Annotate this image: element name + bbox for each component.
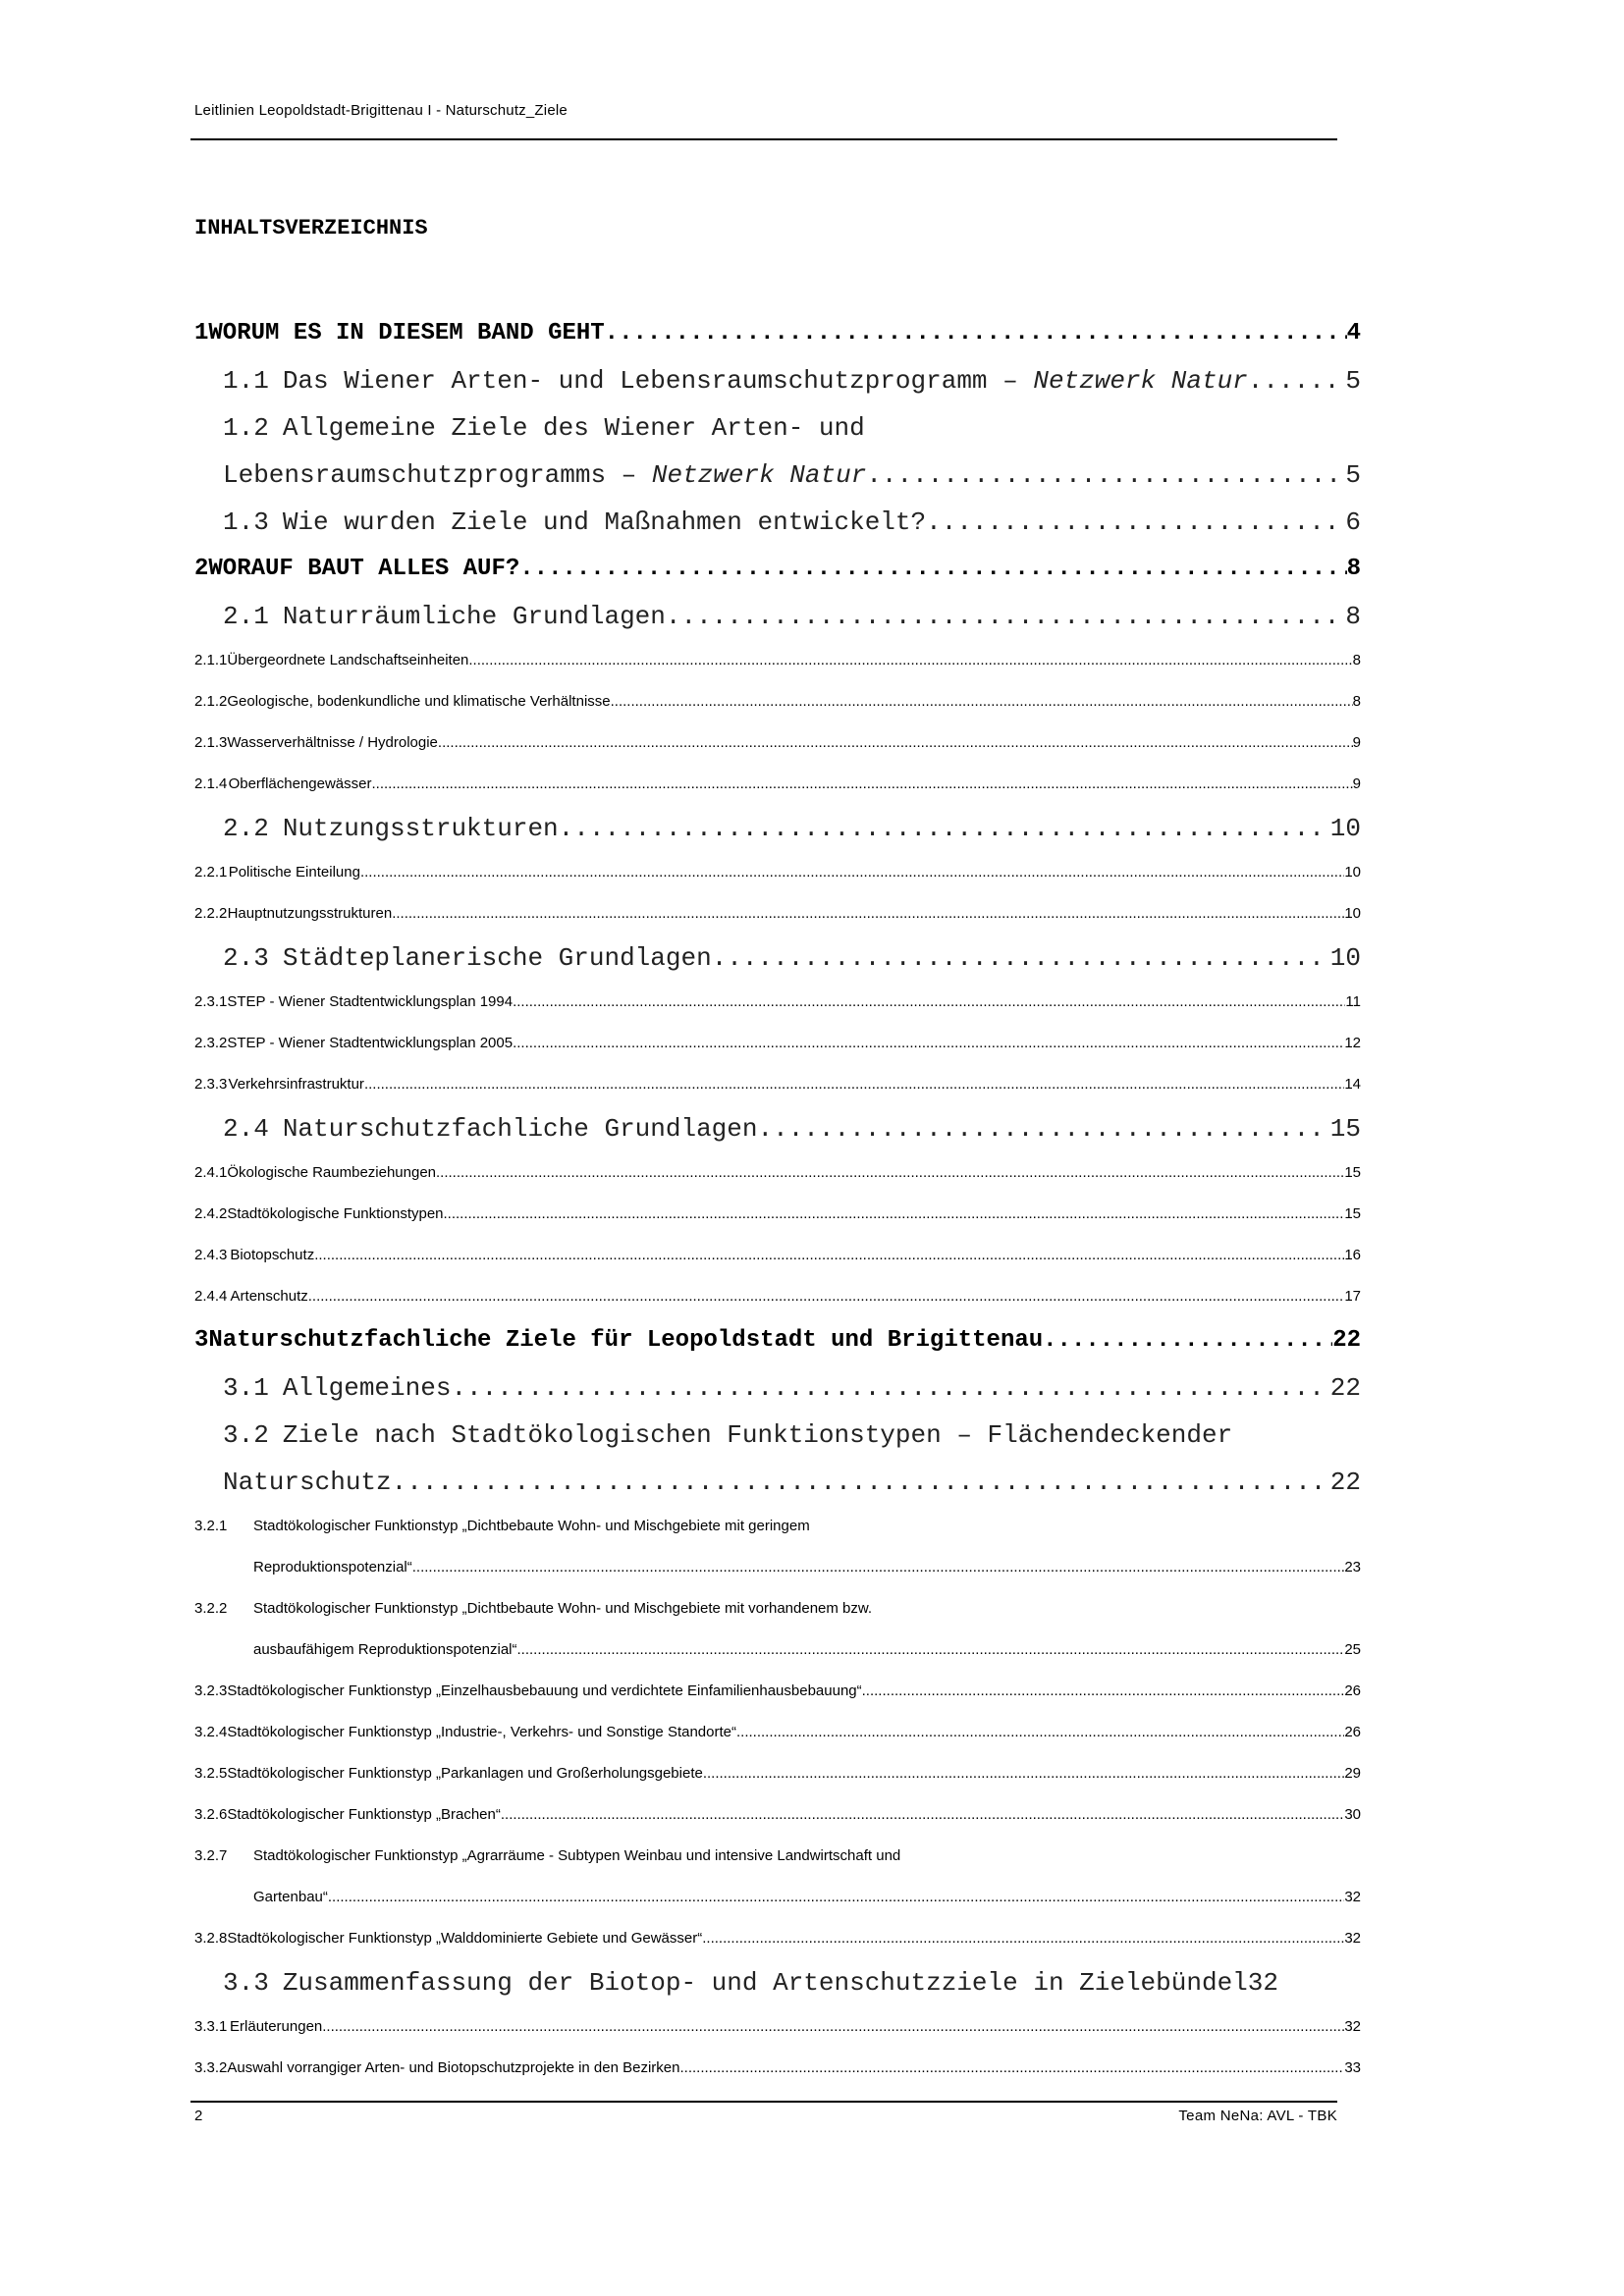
- toc-entry-number: 2.1.3: [194, 734, 228, 751]
- toc-entry-text: [227, 1794, 500, 1836]
- toc-entry-page: 4: [1346, 320, 1361, 347]
- toc-entry-title: Stadtökologischer Funktionstyp „Einzelhausbebauung und verdichtete Einfamilienhausbebauung“: [227, 1682, 862, 1699]
- toc-entry-page: 15: [1344, 1164, 1361, 1181]
- toc-entry-leader: [412, 1547, 1345, 1588]
- toc-entry-continuation-title: Naturschutz: [223, 1468, 392, 1497]
- toc-entry-page: 23: [1344, 1559, 1361, 1575]
- toc-entry-page: 6: [1345, 507, 1361, 537]
- toc-entry-continuation-title: ausbaufähigem Reproduktionspotenzial“: [253, 1641, 517, 1658]
- toc-entry-number: 2.1.1: [194, 652, 228, 668]
- toc-entry-2-1-1[interactable]: [194, 640, 1361, 681]
- toc-entry-page: 14: [1344, 1076, 1361, 1093]
- toc-entry-leader: [328, 1877, 1344, 1918]
- toc-entry-text: [283, 1412, 1232, 1459]
- toc-entry-text: [283, 499, 926, 546]
- toc-entry-number: 2.3.2: [194, 1035, 228, 1051]
- toc-entry-2-4-4[interactable]: [194, 1276, 1361, 1317]
- toc-entry-page: 8: [1345, 602, 1361, 631]
- toc-entry-2-4-3[interactable]: [194, 1235, 1361, 1276]
- toc-entry-2-4[interactable]: [194, 1105, 1361, 1152]
- toc-entry-title: STEP - Wiener Stadtentwicklungsplan 2005: [227, 1035, 514, 1051]
- toc-entry-3-1[interactable]: [194, 1364, 1361, 1412]
- toc-entry-continuation[interactable]: [194, 1459, 1361, 1506]
- toc-entry-leader: [702, 1918, 1344, 1959]
- toc-entry-number: 2.2.1: [194, 864, 228, 881]
- toc-entry-number: 3.3.2: [194, 2059, 228, 2076]
- toc-entry-leader: [468, 640, 1352, 681]
- toc-entry-leader: [372, 764, 1353, 805]
- toc-entry-page: 25: [1344, 1641, 1361, 1658]
- toc-entry-text: [227, 1152, 436, 1194]
- toc-entry-leader: [926, 499, 1345, 546]
- toc-entry-2-1-4[interactable]: [194, 764, 1361, 805]
- toc-entry-number: 2.4: [223, 1114, 269, 1144]
- toc-entry-leader: [501, 1794, 1344, 1836]
- toc-entry-page: 32: [1344, 2018, 1361, 2035]
- toc-entry-leader: [862, 1671, 1345, 1712]
- toc-entry-page: 32: [1344, 1930, 1361, 1947]
- toc-entry-text: [227, 1753, 702, 1794]
- toc-entry-leader: [314, 1235, 1344, 1276]
- toc-entry-page: 10: [1344, 864, 1361, 881]
- toc-entry-2[interactable]: [194, 546, 1361, 593]
- toc-entry-leader: [666, 593, 1346, 640]
- toc-entry-2-3-2[interactable]: [194, 1023, 1361, 1064]
- toc-entry-page: 26: [1344, 1682, 1361, 1699]
- toc-entry-title: Naturschutzfachliche Ziele für Leopoldstadt und Brigittenau: [208, 1327, 1044, 1354]
- running-header: Leitlinien Leopoldstadt-Brigittenau I - Naturschutz_Ziele: [194, 102, 568, 119]
- toc-entry-text: [229, 1064, 364, 1105]
- toc-entry-title: Auswahl vorrangiger Arten- und Biotopschutzprojekte in den Bezirken: [227, 2059, 680, 2076]
- toc-entry-title: Stadtökologische Funktionstypen: [227, 1205, 444, 1222]
- toc-entry-continuation-text: [253, 1629, 517, 1671]
- toc-entry-leader: [513, 1023, 1344, 1064]
- footer-page-number: 2: [194, 2108, 203, 2124]
- toc-entry-page: 26: [1344, 1724, 1361, 1740]
- toc-entry-2-4-2[interactable]: [194, 1194, 1361, 1235]
- toc-entry-title: Artenschutz: [230, 1288, 308, 1305]
- toc-entry-page: 5: [1345, 366, 1361, 396]
- toc-entry-text: [227, 1671, 861, 1712]
- toc-entry-page: 10: [1329, 943, 1361, 973]
- toc-entry-title: Das Wiener Arten- und Lebensraumschutzprogramm –: [282, 366, 1034, 396]
- toc-entry-text: [283, 404, 865, 452]
- toc-entry-text: [253, 1836, 900, 1877]
- toc-entry-page: 10: [1329, 814, 1361, 843]
- toc-entry-3-2-7[interactable]: [194, 1836, 1361, 1877]
- footer-team: Team NeNa: AVL - TBK: [1178, 2108, 1337, 2124]
- toc-entry-title: STEP - Wiener Stadtentwicklungsplan 1994: [227, 993, 514, 1010]
- toc-entry-text: [253, 1588, 872, 1629]
- toc-entry-page: 22: [1329, 1373, 1361, 1403]
- toc-entry-number: 3.2.6: [194, 1806, 228, 1823]
- toc-entry-number: 2.4.1: [194, 1164, 228, 1181]
- toc-entry-number: 3.3.1: [194, 2018, 228, 2035]
- toc-entry-number: 2.4.3: [194, 1247, 228, 1263]
- toc-entry-leader: [758, 1105, 1330, 1152]
- toc-entry-number: 2.2: [223, 814, 269, 843]
- toc-entry-title: Erläuterungen: [230, 2018, 323, 2035]
- toc-entry-title: Verkehrsinfrastruktur: [228, 1076, 364, 1093]
- toc-entry-text: [229, 852, 360, 893]
- toc-entry-leader: [438, 722, 1353, 764]
- toc-entry-page: 9: [1352, 775, 1361, 792]
- toc-entry-leader: [1043, 1317, 1332, 1364]
- toc-entry-text: [230, 1235, 314, 1276]
- toc-title: INHALTSVERZEICHNIS: [194, 216, 428, 240]
- toc-entry-leader: [611, 681, 1353, 722]
- toc-entry-title: Oberflächengewässer: [228, 775, 372, 792]
- toc-entry-continuation-text: [253, 1877, 328, 1918]
- header-divider: [190, 138, 1337, 140]
- toc-entry-leader: [866, 452, 1345, 499]
- footer-divider: [190, 2101, 1337, 2103]
- toc-entry-1-3[interactable]: [194, 499, 1361, 546]
- toc-entry-1-2[interactable]: [194, 404, 1361, 452]
- toc-entry-3-3[interactable]: [194, 1959, 1361, 2006]
- toc-entry-page: 8: [1346, 556, 1361, 582]
- toc-entry-3-2-6[interactable]: [194, 1794, 1361, 1836]
- toc-entry-title: Stadtökologischer Funktionstyp „Walddominierte Gebiete und Gewässer“: [227, 1930, 703, 1947]
- toc-entry-text: [229, 764, 372, 805]
- toc-entry-text: [283, 805, 559, 852]
- toc-entry-continuation[interactable]: [194, 1877, 1361, 1918]
- toc-entry-text: [227, 1023, 513, 1064]
- toc-entry-text: [230, 2006, 322, 2048]
- toc-entry-continuation[interactable]: [194, 1547, 1361, 1588]
- toc-entry-leader: [513, 982, 1345, 1023]
- toc-entry-page: 29: [1344, 1765, 1361, 1782]
- toc-entry-title: Naturschutzfachliche Grundlagen: [282, 1114, 758, 1144]
- toc-entry-page: 8: [1352, 652, 1361, 668]
- toc-entry-number: 2: [194, 556, 209, 582]
- toc-entry-text: [283, 934, 712, 982]
- toc-entry-text: [283, 593, 666, 640]
- toc-entry-text: [208, 546, 519, 593]
- toc-entry-text: [227, 1918, 702, 1959]
- toc-entry-leader: [392, 1459, 1330, 1506]
- toc-entry-continuation[interactable]: [194, 1629, 1361, 1671]
- toc-entry-title: Stadtökologischer Funktionstyp „Brachen“: [227, 1806, 501, 1823]
- toc-entry-number: 1.1: [223, 366, 269, 396]
- toc-entry-continuation-text: [223, 452, 866, 499]
- toc-entry-2-4-1[interactable]: [194, 1152, 1361, 1194]
- toc-entry-leader: [605, 310, 1347, 357]
- toc-entry-title: Naturräumliche Grundlagen: [282, 602, 666, 631]
- toc-entry-title: Stadtökologischer Funktionstyp „Parkanlagen und Großerholungsgebiete: [227, 1765, 703, 1782]
- toc-entry-text: [227, 2048, 679, 2089]
- toc-entry-number: 3: [194, 1327, 209, 1354]
- toc-entry-leader: [322, 2006, 1344, 2048]
- toc-entry-page: 33: [1344, 2059, 1361, 2076]
- toc-entry-3-3-1[interactable]: [194, 2006, 1361, 2048]
- toc-entry-title: Geologische, bodenkundliche und klimatische Verhältnisse: [227, 693, 611, 710]
- toc-entry-page: 5: [1345, 460, 1361, 490]
- toc-entry-title: Städteplanerische Grundlagen: [282, 943, 712, 973]
- toc-entry-text: [208, 1317, 1043, 1364]
- toc-entry-title: Ziele nach Stadtökologischen Funktionstypen – Flächendeckender: [282, 1420, 1233, 1450]
- toc-entry-title: Wasserverhältnisse / Hydrologie: [227, 734, 438, 751]
- toc-entry-3-2-2[interactable]: [194, 1588, 1361, 1629]
- toc-entry-number: 3.2.2: [194, 1600, 228, 1617]
- toc-entry-3-2-3[interactable]: [194, 1671, 1361, 1712]
- toc-entry-title: Nutzungsstrukturen: [282, 814, 559, 843]
- toc-entry-text: [227, 1712, 736, 1753]
- toc-entry-title: Zusammenfassung der Biotop- und Artenschutzziele in Zielebündel: [282, 1968, 1248, 1998]
- toc-entry-3-2-8[interactable]: [194, 1918, 1361, 1959]
- toc-entry-text: [253, 1506, 810, 1547]
- toc-entry-continuation-text: [253, 1547, 412, 1588]
- toc-entry-number: 2.1.4: [194, 775, 228, 792]
- toc-entry-leader: [703, 1753, 1344, 1794]
- toc-entry-2-1-3[interactable]: [194, 722, 1361, 764]
- toc-entry-text: [283, 357, 1248, 404]
- toc-entry-text: [227, 681, 610, 722]
- toc-entry-title: Wie wurden Ziele und Maßnahmen entwickelt?: [282, 507, 927, 537]
- toc-entry-number: 2.2.2: [194, 905, 228, 922]
- toc-entry-title: Allgemeine Ziele des Wiener Arten- und: [282, 413, 865, 443]
- toc-entry-continuation-text: [223, 1459, 392, 1506]
- toc-entry-title: Hauptnutzungsstrukturen: [227, 905, 393, 922]
- table-of-contents: [194, 310, 1361, 2089]
- toc-entry-leader: [436, 1152, 1344, 1194]
- toc-entry-1[interactable]: [194, 310, 1361, 357]
- toc-entry-leader: [444, 1194, 1345, 1235]
- toc-entry-number: 1.3: [223, 507, 269, 537]
- toc-entry-title: Stadtökologischer Funktionstyp „Dichtbebaute Wohn- und Mischgebiete mit geringem: [253, 1518, 810, 1534]
- toc-entry-text: [208, 310, 604, 357]
- toc-entry-text: [283, 1364, 452, 1412]
- toc-entry-3-2-1[interactable]: [194, 1506, 1361, 1547]
- toc-entry-3-2-5[interactable]: [194, 1753, 1361, 1794]
- toc-entry-leader: [364, 1064, 1344, 1105]
- toc-entry-text: [227, 640, 468, 681]
- toc-entry-page: 8: [1352, 693, 1361, 710]
- toc-entry-continuation-title: Reproduktionspotenzial“: [253, 1559, 412, 1575]
- toc-entry-number: 3.2.7: [194, 1847, 228, 1864]
- toc-entry-number: 1.2: [223, 413, 269, 443]
- toc-entry-leader: [559, 805, 1330, 852]
- toc-entry-page: 32: [1247, 1968, 1278, 1998]
- toc-entry-text: [227, 722, 438, 764]
- toc-entry-number: 2.3: [223, 943, 269, 973]
- toc-entry-page: 22: [1329, 1468, 1361, 1497]
- toc-entry-text: [227, 982, 513, 1023]
- toc-entry-page: 32: [1344, 1889, 1361, 1905]
- toc-entry-page: 15: [1344, 1205, 1361, 1222]
- toc-entry-number: 3.2.3: [194, 1682, 228, 1699]
- toc-entry-continuation-title: Gartenbau“: [253, 1889, 328, 1905]
- toc-entry-number: 2.4.4: [194, 1288, 228, 1305]
- toc-entry-number: 2.4.2: [194, 1205, 228, 1222]
- toc-entry-1-1[interactable]: [194, 357, 1361, 404]
- toc-entry-continuation-title: Lebensraumschutzprogramms –: [223, 460, 652, 490]
- toc-entry-leader: [679, 2048, 1344, 2089]
- toc-entry-text: [283, 1959, 1248, 2006]
- toc-entry-leader: [451, 1364, 1329, 1412]
- toc-entry-title: Stadtökologischer Funktionstyp „Dichtbebaute Wohn- und Mischgebiete mit vorhandenem bzw.: [253, 1600, 873, 1617]
- toc-entry-leader: [517, 1629, 1345, 1671]
- toc-entry-number: 3.1: [223, 1373, 269, 1403]
- toc-entry-number: 2.3.3: [194, 1076, 228, 1093]
- toc-entry-2-1[interactable]: [194, 593, 1361, 640]
- toc-entry-text: [227, 1194, 443, 1235]
- toc-entry-number: 1: [194, 320, 209, 347]
- toc-entry-number: 3.2: [223, 1420, 269, 1450]
- toc-entry-2-2[interactable]: [194, 805, 1361, 852]
- toc-entry-page: 9: [1352, 734, 1361, 751]
- toc-entry-title: WORUM ES IN DIESEM BAND GEHT: [208, 320, 605, 347]
- toc-entry-text: [231, 1276, 308, 1317]
- toc-entry-page: 17: [1344, 1288, 1361, 1305]
- toc-entry-number: 3.2.4: [194, 1724, 228, 1740]
- toc-entry-title: Stadtökologischer Funktionstyp „Industrie-, Verkehrs- und Sonstige Standorte“: [227, 1724, 736, 1740]
- toc-entry-leader: [1248, 357, 1346, 404]
- toc-entry-2-1-2[interactable]: [194, 681, 1361, 722]
- toc-entry-title: Stadtökologischer Funktionstyp „Agrarräume - Subtypen Weinbau und intensive Landwirtschaft und: [253, 1847, 901, 1864]
- toc-entry-leader: [519, 546, 1346, 593]
- toc-entry-2-3-3[interactable]: [194, 1064, 1361, 1105]
- toc-entry-2-3[interactable]: [194, 934, 1361, 982]
- toc-entry-italic: Netzwerk Natur: [651, 460, 867, 490]
- toc-entry-3[interactable]: [194, 1317, 1361, 1364]
- toc-entry-page: 11: [1345, 993, 1361, 1010]
- toc-entry-leader: [308, 1276, 1345, 1317]
- toc-entry-title: Allgemeines: [282, 1373, 452, 1403]
- toc-entry-2-2-1[interactable]: [194, 852, 1361, 893]
- toc-entry-number: 3.2.1: [194, 1518, 228, 1534]
- toc-entry-page: 15: [1329, 1114, 1361, 1144]
- toc-entry-italic: Netzwerk Natur: [1033, 366, 1248, 396]
- toc-entry-text: [228, 893, 393, 934]
- toc-entry-leader: [360, 852, 1344, 893]
- toc-entry-2-2-2[interactable]: [194, 893, 1361, 934]
- toc-entry-title: Ökologische Raumbeziehungen: [227, 1164, 437, 1181]
- toc-entry-leader: [712, 934, 1330, 982]
- toc-entry-text: [283, 1105, 758, 1152]
- toc-entry-page: 12: [1344, 1035, 1361, 1051]
- toc-entry-3-2-4[interactable]: [194, 1712, 1361, 1753]
- toc-entry-page: 16: [1344, 1247, 1361, 1263]
- toc-entry-leader: [736, 1712, 1344, 1753]
- toc-entry-title: Übergeordnete Landschaftseinheiten: [227, 652, 469, 668]
- toc-entry-leader: [392, 893, 1344, 934]
- toc-entry-title: Politische Einteilung: [228, 864, 360, 881]
- toc-entry-title: WORAUF BAUT ALLES AUF?: [208, 556, 520, 582]
- toc-entry-3-3-2[interactable]: [194, 2048, 1361, 2089]
- toc-entry-page: 30: [1344, 1806, 1361, 1823]
- toc-entry-3-2[interactable]: [194, 1412, 1361, 1459]
- toc-entry-title: Biotopschutz: [230, 1247, 315, 1263]
- toc-entry-number: 3.2.8: [194, 1930, 228, 1947]
- toc-entry-number: 3.2.5: [194, 1765, 228, 1782]
- toc-entry-number: 2.1: [223, 602, 269, 631]
- toc-entry-page: 22: [1332, 1327, 1361, 1354]
- toc-entry-number: 2.1.2: [194, 693, 228, 710]
- toc-entry-continuation[interactable]: [194, 452, 1361, 499]
- toc-entry-number: 2.3.1: [194, 993, 228, 1010]
- toc-entry-number: 3.3: [223, 1968, 269, 1998]
- toc-entry-page: 10: [1344, 905, 1361, 922]
- toc-entry-2-3-1[interactable]: [194, 982, 1361, 1023]
